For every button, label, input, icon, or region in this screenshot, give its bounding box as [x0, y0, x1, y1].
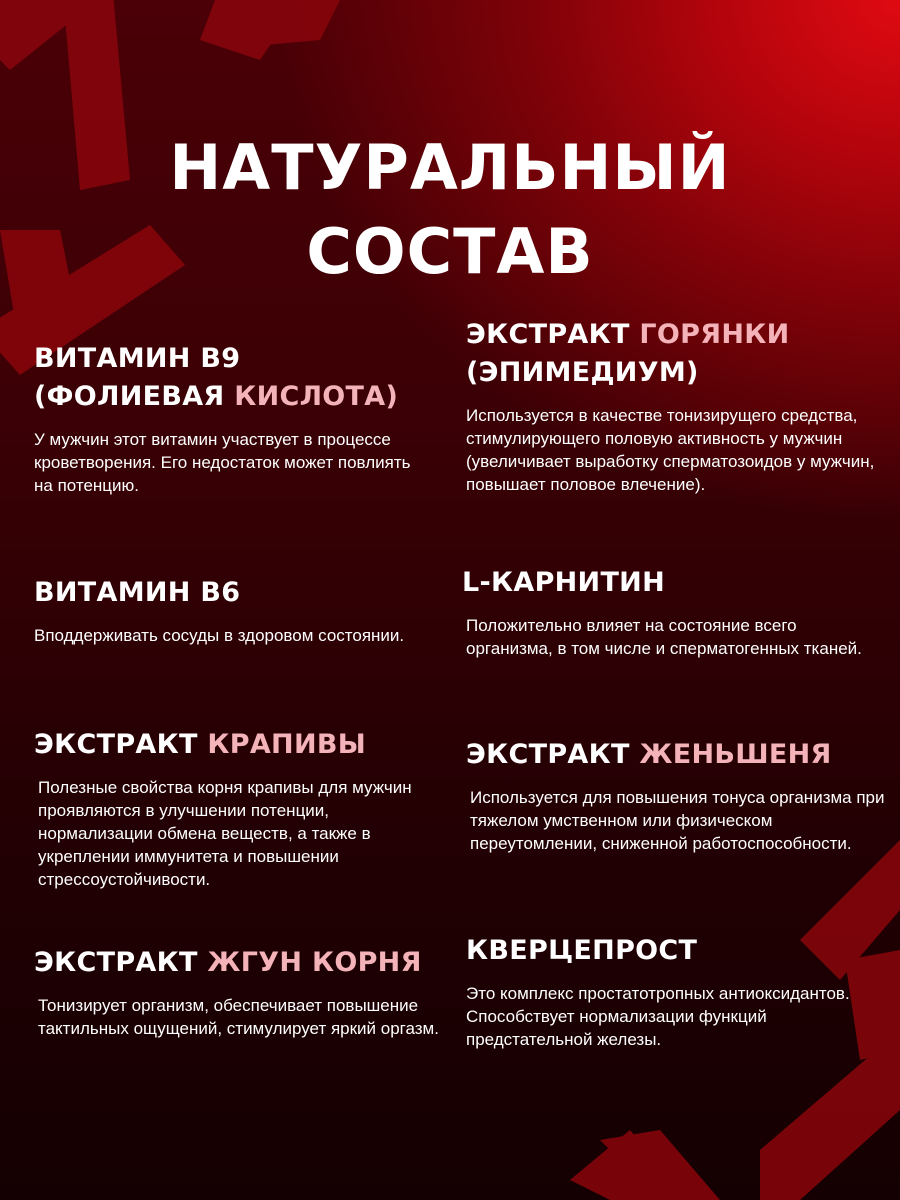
ingredient-title-accent: КИСЛОТА)	[234, 381, 399, 412]
ingredient-title	[462, 564, 882, 602]
ingredient-title	[34, 726, 434, 764]
ingredient-title	[34, 340, 434, 416]
ingredient-title	[466, 736, 886, 774]
title-line-2: СОСТАВ	[306, 214, 594, 288]
ingredient-title-main: ВИТАМИН В9	[34, 343, 241, 374]
ingredient-title-line2: (ЭПИМЕДИУМ)	[466, 357, 699, 388]
ingredient-description: У мужчин этот витамин участвует в процессе кроветворения. Его недостаток может повлиять на потенцию.	[34, 430, 411, 495]
ingredient-description: Используется в качестве тонизирущего средства, стимулирующего половую активность у мужчин (увеличивает выработку сперматозоидов у мужчин, повышает половое влечение).	[466, 406, 875, 494]
ingredient-title-main: ЭКСТРАКТ	[34, 947, 208, 978]
ingredient-description: Тонизирует организм, обеспечивает повышение тактильных ощущений, стимулирует яркий оргазм.	[38, 996, 439, 1038]
ingredient-description: Это комплекс простатотропных антиоксидантов. Способствует нормализации функций предстательной железы.	[466, 984, 850, 1049]
ingredient-title-main: ВИТАМИН В6	[34, 577, 241, 608]
ingredient-title-accent: ЖГУН КОРНЯ	[207, 947, 422, 978]
title-line-1: НАТУРАЛЬНЫЙ	[169, 130, 731, 204]
ingredient-title	[466, 932, 876, 970]
ingredient-quercetin-complex	[466, 932, 876, 1051]
ingredient-ginseng-extract	[466, 736, 886, 855]
ingredient-title-main: ЭКСТРАКТ	[466, 319, 640, 350]
ingredient-title-main: ЭКСТРАКТ	[466, 739, 640, 770]
ingredient-title-accent: ЖЕНЬШЕНЯ	[639, 739, 832, 770]
ingredient-description: Вподдерживать сосуды в здоровом состоянии.	[34, 626, 405, 645]
deco-shape	[265, 0, 345, 45]
ingredient-vitamin-b9	[34, 340, 434, 497]
ingredient-epimedium-extract	[466, 316, 876, 496]
ingredient-vitamin-b6	[34, 574, 434, 647]
ingredient-description: Положительно влияет на состояние всего организма, в том числе и сперматогенных тканей.	[466, 616, 862, 658]
ingredient-title	[466, 316, 876, 392]
ingredient-title-accent: ГОРЯНКИ	[639, 319, 790, 350]
ingredient-title-main: ЭКСТРАКТ	[34, 729, 208, 760]
ingredient-description: Полезные свойства корня крапивы для мужчин проявляются в улучшении потенции, нормализации обмена веществ, а также в укреплении иммунитета и повышении стрессоустойчивости.	[38, 778, 412, 889]
ingredient-l-carnitine	[462, 564, 882, 660]
ingredient-title-main: КВЕРЦЕПРОСТ	[466, 935, 698, 966]
ingredient-nettle-extract	[34, 726, 434, 891]
ingredient-root-extract	[34, 944, 444, 1040]
deco-shape	[760, 1030, 900, 1200]
ingredient-title-line2: (ФОЛИЕВАЯ	[34, 381, 235, 412]
ingredient-title	[34, 944, 444, 982]
ingredient-description: Используется для повышения тонуса организма при тяжелом умственном или физическом переутомлении, сниженной работоспособности.	[470, 788, 885, 853]
ingredient-title	[34, 574, 434, 612]
ingredient-title-main: L-КАРНИТИН	[462, 567, 665, 598]
ingredient-title-accent: КРАПИВЫ	[207, 729, 366, 760]
page-title	[0, 126, 900, 294]
